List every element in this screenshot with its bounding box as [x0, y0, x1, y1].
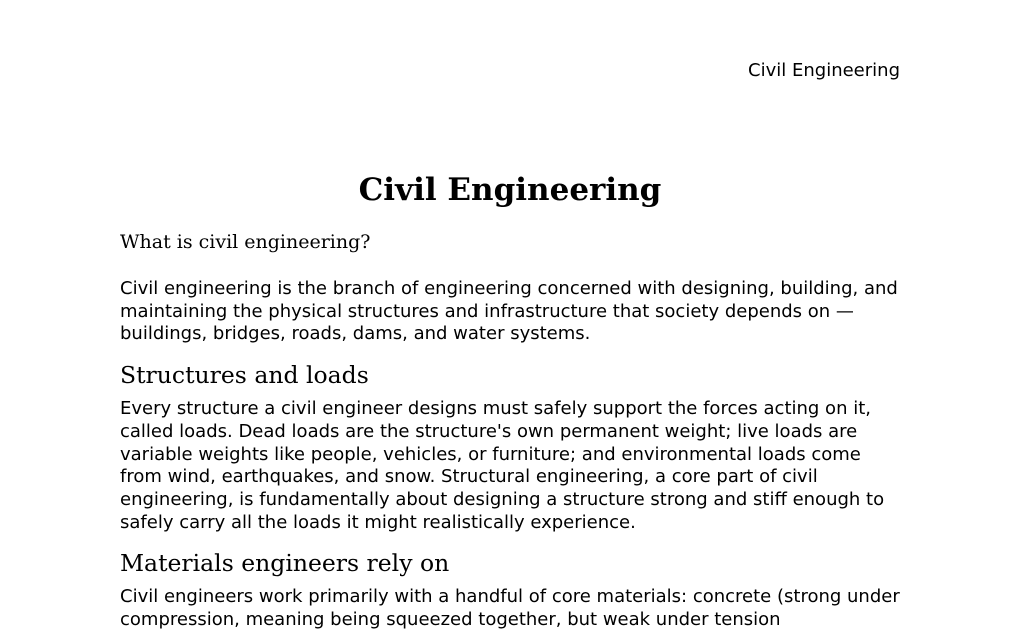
section-body-materials: Civil engineers work primarily with a handful of core materials: concrete (strong under compression, meaning being squeezed together, but weak under tension	[120, 586, 900, 631]
intro-paragraph: Civil engineering is the branch of engineering concerned with designing, building, and maintaining the physical structures and infrastructure that society depends on — buildings, bridges, roads, dams, and water systems.	[120, 278, 898, 345]
section-heading-materials: Materials engineers rely on	[120, 549, 450, 578]
running-header: Civil Engineering	[748, 60, 900, 81]
document-body	[120, 170, 900, 632]
section-body-structures: Every structure a civil engineer designs must safely support the forces acting on it, called loads. Dead loads are the structure's own permanent weight; live loads are variable weights like people, vehicles, or furniture; and environmental loads come from wind, earthquakes, and snow. Structural engineering, a core part of civil engineering, is fundamentally about designing a structure strong and stiff enough to safely carry all the loads it might realistically experience.	[120, 398, 885, 533]
section-heading-structures: Structures and loads	[120, 361, 369, 390]
document-subtitle: What is civil engineering?	[120, 231, 371, 253]
document-title: Civil Engineering	[358, 172, 662, 208]
